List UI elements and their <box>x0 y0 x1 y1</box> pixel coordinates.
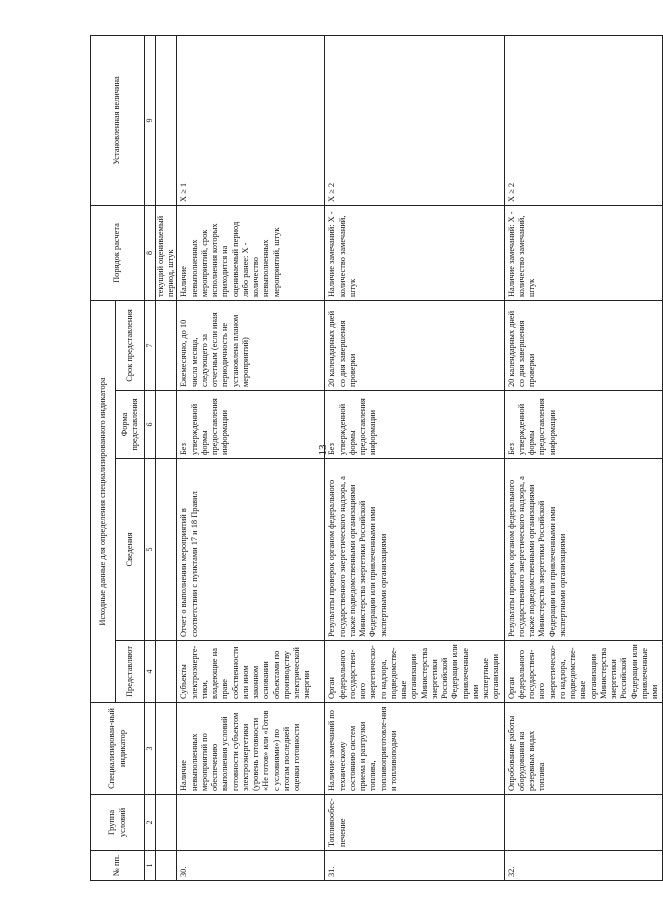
table-row <box>325 36 504 881</box>
col-number: 1 <box>145 851 156 881</box>
table-cell <box>155 851 177 881</box>
col-number: 4 <box>145 641 156 703</box>
row-calc: Наличие замечаний: X - количество замечаний, штук <box>325 206 504 301</box>
row-calc: Наличие невыполненных мероприятий, срок исполнения которых приходится на оцениваемый период либо ранее: X - количество невыполненных мероприятий, штук <box>177 206 325 301</box>
table-cell <box>155 459 177 641</box>
row-provider: Орган федерального государствен-ного энергетическо-го надзора, подведомстве-нные организации Министерства энергетики Российской Федерации или привлеченные ими экспертные организации <box>325 641 504 703</box>
row-indicator: Наличие замечаний по техническому состоянию систем приема и разгрузки топлива, топливоприготовле-ния и топливоподачи <box>325 703 504 795</box>
row-info: Результаты проверок органом федерального государственного энергетического надзора, а также подведомственными организациями Министерства энергетики Российской Федерации или привлеченными ими экспертными организациями <box>504 459 663 641</box>
row-deadline: 20 календарных дней со дня завершения проверки <box>325 301 504 391</box>
row-provider: Субъекты электроэнерге-тики, владеющие на праве собственности или ином законном основании объектами по производству электрической энергии <box>177 641 325 703</box>
row-provider: Орган федерального государствен-ного энергетическо-го надзора, подведомстве-нные организации Министерства энергетики Российской Федерации или привлеченные ими <box>504 641 663 703</box>
header-source-group: Исходные данные для определения специализированного индикатора <box>91 301 116 703</box>
table-cell <box>155 795 177 851</box>
table-cell <box>155 391 177 459</box>
continuation-calc: текущий оцениваемый период, штук <box>155 206 177 301</box>
table-cell <box>155 703 177 795</box>
row-num: 30. <box>177 851 325 881</box>
header-row-1 <box>91 36 116 881</box>
header-deadline: Срок представления <box>116 301 145 391</box>
header-num: № пп. <box>91 851 145 881</box>
row-value: X ≥ 2 <box>325 36 504 206</box>
header-value: Установленная величина <box>91 36 145 206</box>
row-group <box>504 795 663 851</box>
table-cell <box>155 301 177 391</box>
col-number: 8 <box>145 206 156 301</box>
col-number: 9 <box>145 36 156 206</box>
row-deadline: 20 календарных дней со дня завершения проверки <box>504 301 663 391</box>
row-value: X ≥ 1 <box>177 36 325 206</box>
row-group: Топливообес-печение <box>325 795 504 851</box>
header-provider: Представляют <box>116 641 145 703</box>
continuation-row <box>155 36 177 881</box>
row-info: Отчет о выполнении мероприятий в соответствии с пунктами 17 и 18 Правил <box>177 459 325 641</box>
rotated-table-wrapper <box>90 36 659 881</box>
header-group: Группа условий <box>91 795 145 851</box>
col-number: 7 <box>145 301 156 391</box>
header-info: Сведения <box>116 459 145 641</box>
row-group <box>177 795 325 851</box>
row-value: X ≥ 2 <box>504 36 663 206</box>
table-cell <box>155 641 177 703</box>
col-number: 2 <box>145 795 156 851</box>
table-cell <box>155 36 177 206</box>
row-num: 32. <box>504 851 663 881</box>
column-numbers-row <box>145 36 156 881</box>
table-row <box>177 36 325 881</box>
col-number: 6 <box>145 391 156 459</box>
header-form: Форма представления <box>116 391 145 459</box>
col-number: 3 <box>145 703 156 795</box>
row-form: Без утвержденной формы предоставления информации <box>504 391 663 459</box>
page-number: 13 <box>317 444 329 456</box>
row-info: Результаты проверок органом федерального государственного энергетического надзора, а также подведомственными организациями Министерства энергетики Российской Федерации или привлеченными ими экспертными организациями <box>325 459 504 641</box>
row-num: 31. <box>325 851 504 881</box>
header-indicator: Специализирован-ный индикатор <box>91 703 145 795</box>
indicator-table <box>90 35 663 881</box>
row-form: Без утвержденной формы предоставления информации <box>325 391 504 459</box>
header-calc: Порядок расчета <box>91 206 145 301</box>
row-indicator: Опробование работы оборудования на резервных видах топлива <box>504 703 663 795</box>
row-calc: Наличие замечаний: X - количество замечаний, штук <box>504 206 663 301</box>
table-row <box>504 36 663 881</box>
row-deadline: Ежемесячно, до 10 числа месяца, следующего за отчетным (если иная периодичность не установлена планом мероприятий) <box>177 301 325 391</box>
col-number: 5 <box>145 459 156 641</box>
row-indicator: Наличие невыполненных мероприятий по обеспечению выполнения условий готовности субъектом электроэнергетики (уровень готовности «Не готов» или «Готов с условиями») по итогам последней оценки готовности <box>177 703 325 795</box>
row-form: Без утвержденной формы предоставления информации <box>177 391 325 459</box>
